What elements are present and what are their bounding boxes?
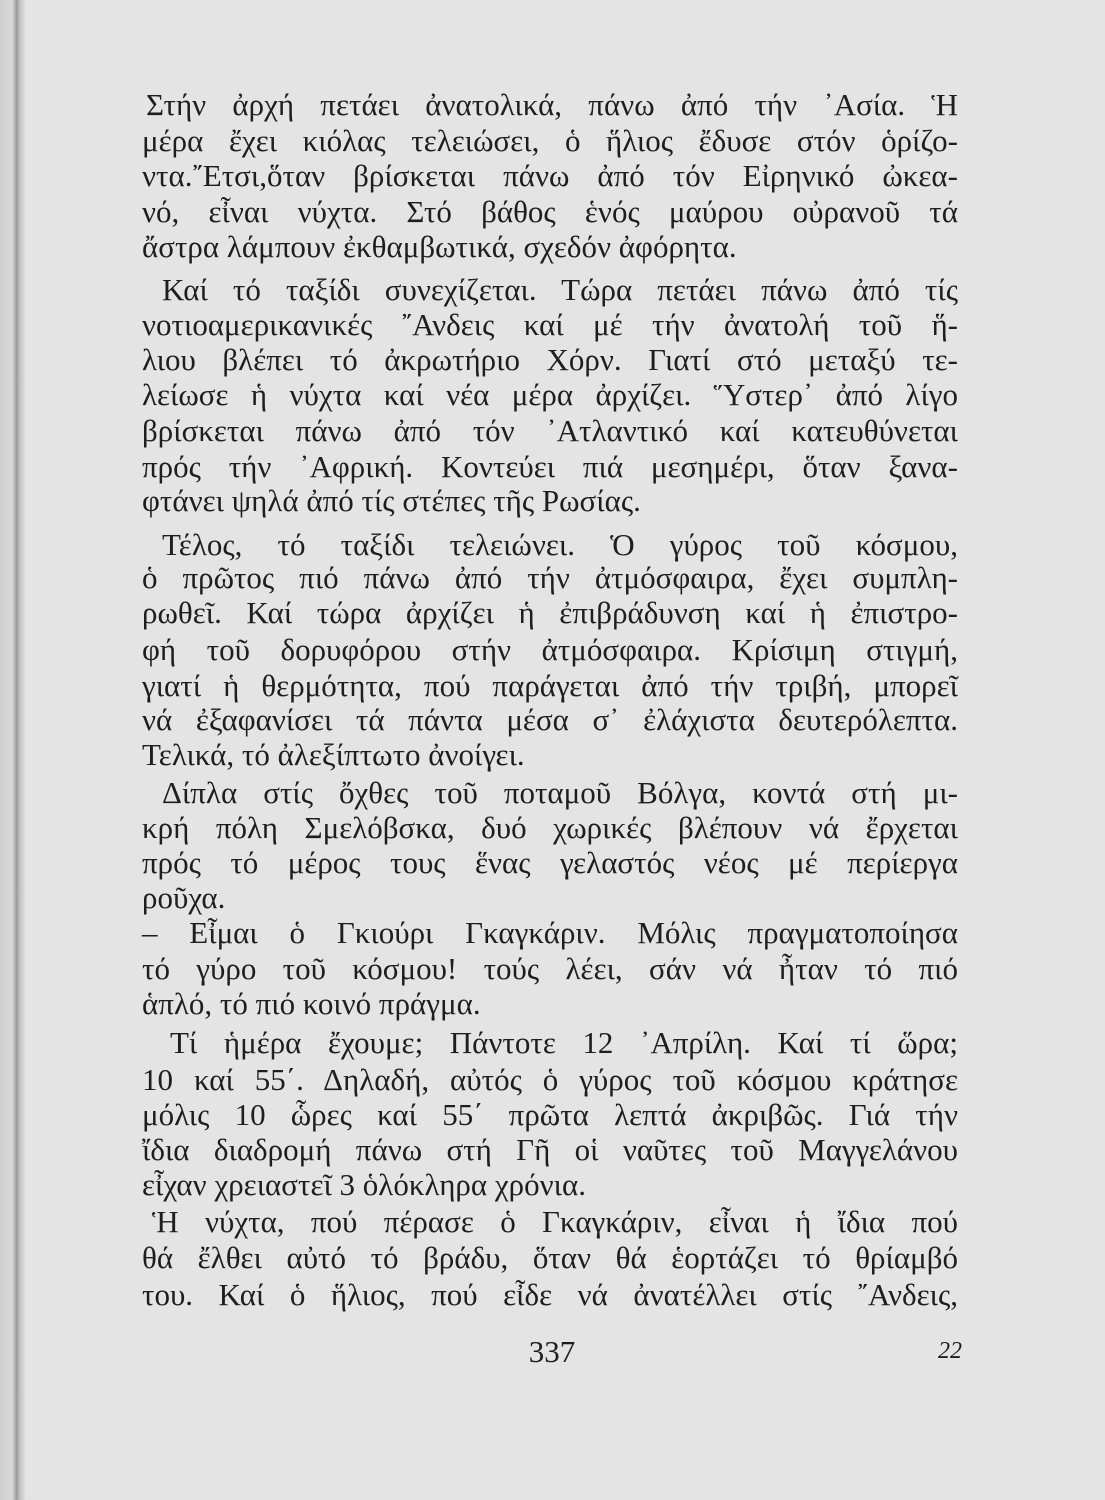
text-line: Καί τό ταξίδι συνεχίζεται. Τώρα πετάει πάνω ἀπό τίς xyxy=(162,272,958,307)
page-number: 337 xyxy=(528,1334,576,1369)
text-line: Τελικά, τό ἀλεξίπτωτο ἀνοίγει. xyxy=(142,737,525,772)
text-line: ρωθεῖ. Καί τώρα ἀρχίζει ἡ ἐπιβράδυνση καί ἡ ἐπιστρο- xyxy=(142,595,958,630)
text-line: εἶχαν χρειαστεῖ 3 ὁλόκληρα χρόνια. xyxy=(142,1167,586,1202)
text-line: νό, εἶναι νύχτα. Στό βάθος ἑνός μαύρου οὐρανοῦ τά xyxy=(142,194,958,229)
text-line: τό γύρο τοῦ κόσμου! τούς λέει, σάν νά ἦταν τό πιό xyxy=(142,951,958,986)
text-line: κρή πόλη Σμελόβσκα, δυό χωρικές βλέπουν νά ἔρχεται xyxy=(142,810,958,845)
text-line: Στήν ἀρχή πετάει ἀνατολικά, πάνω ἀπό τήν ᾿Ασία. Ἡ xyxy=(146,87,958,122)
text-line: ντα.῎Ετσι,ὅταν βρίσκεται πάνω ἀπό τόν Εἰρηνικό ὠκεα- xyxy=(142,158,958,193)
text-line: λείωσε ἡ νύχτα καί νέα μέρα ἀρχίζει. Ὕστερ᾿ ἀπό λίγο xyxy=(142,377,958,412)
text-line: του. Καί ὁ ἥλιος, πού εἶδε νά ἀνατέλλει στίς ῎Ανδεις, xyxy=(142,1277,958,1312)
text-line: ἄστρα λάμπουν ἐκθαμβωτικά, σχεδόν ἀφόρητα. xyxy=(142,229,737,264)
text-line: Τί ἡμέρα ἔχουμε; Πάντοτε 12 ᾿Απρίλη. Καί τί ὥρα; xyxy=(170,1025,958,1060)
text-line: μέρα ἔχει κιόλας τελειώσει, ὁ ἥλιος ἔδυσε στόν ὁρίζο- xyxy=(142,123,958,158)
text-line: πρός τό μέρος τους ἕνας γελαστός νέος μέ περίεργα xyxy=(142,845,958,880)
text-line: Δίπλα στίς ὄχθες τοῦ ποταμοῦ Βόλγα, κοντά στή μι- xyxy=(162,775,958,810)
text-line: νά ἐξαφανίσει τά πάντα μέσα σ᾿ ἐλάχιστα δευτερόλεπτα. xyxy=(142,702,958,737)
text-line: γιατί ἡ θερμότητα, πού παράγεται ἀπό τήν τριβή, μπορεῖ xyxy=(142,668,958,703)
text-line: Ἡ νύχτα, πού πέρασε ὁ Γκαγκάριν, εἶναι ἡ ἴδια πού xyxy=(152,1204,958,1239)
text-line: πρός τήν ᾿Αφρική. Κοντεύει πιά μεσημέρι, ὅταν ξανα- xyxy=(142,449,958,484)
text-line: – Εἶμαι ὁ Γκιούρι Γκαγκάριν. Μόλις πραγματοποίησα xyxy=(142,915,958,950)
signature-mark: 22 xyxy=(938,1338,962,1364)
text-line: φή τοῦ δορυφόρου στήν ἀτμόσφαιρα. Κρίσιμη στιγμή, xyxy=(142,632,958,667)
text-line: φτάνει ψηλά ἀπό τίς στέπες τῆς Ρωσίας. xyxy=(142,483,641,518)
text-line: Τέλος, τό ταξίδι τελειώνει. Ὁ γύρος τοῦ κόσμου, xyxy=(162,527,958,562)
text-line: λιου βλέπει τό ἀκρωτήριο Χόρν. Γιατί στό μεταξύ τε- xyxy=(142,342,958,377)
text-line: μόλις 10 ὧρες καί 55΄ πρῶτα λεπτά ἀκριβῶς. Γιά τήν xyxy=(142,1097,958,1132)
text-line: ἴδια διαδρομή πάνω στή Γῆ οἱ ναῦτες τοῦ Μαγγελάνου xyxy=(142,1132,958,1167)
text-line: ροῦχα. xyxy=(142,880,226,915)
text-line: βρίσκεται πάνω ἀπό τόν ᾿Ατλαντικό καί κατευθύνεται xyxy=(142,413,958,448)
text-line: ἁπλό, τό πιό κοινό πράγμα. xyxy=(142,986,481,1021)
text-line: 10 καί 55΄. Δηλαδή, αὐτός ὁ γύρος τοῦ κόσμου κράτησε xyxy=(142,1062,958,1097)
text-line: θά ἔλθει αὐτό τό βράδυ, ὅταν θά ἑορτάζει τό θρίαμβό xyxy=(142,1240,958,1275)
book-spine-shadow xyxy=(0,0,26,1500)
text-line: ὁ πρῶτος πιό πάνω ἀπό τήν ἀτμόσφαιρα, ἔχει συμπλη- xyxy=(142,560,958,595)
text-line: νοτιοαμερικανικές ῎Ανδεις καί μέ τήν ἀνατολή τοῦ ἥ- xyxy=(142,307,958,342)
